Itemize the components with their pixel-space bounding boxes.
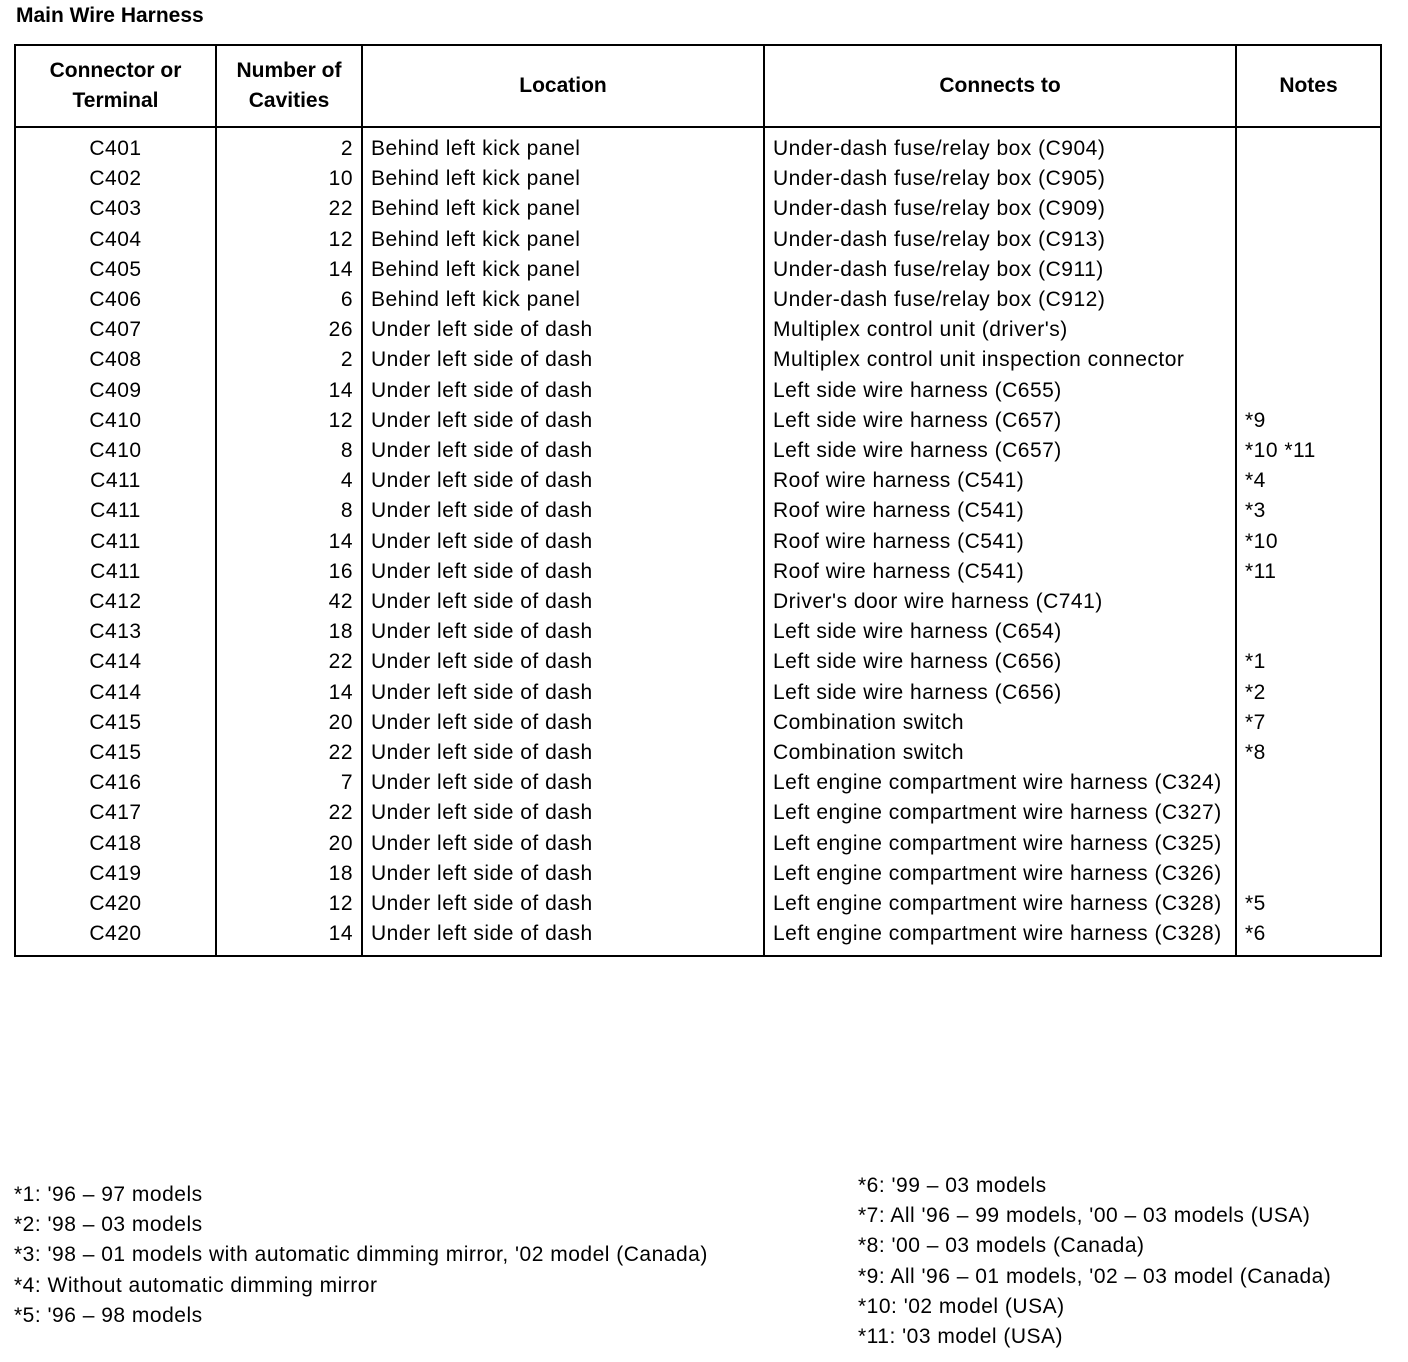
- table-row: [15, 466, 1381, 496]
- cell-cavities: 26: [216, 315, 362, 345]
- cell-location: Under left side of dash: [362, 345, 764, 375]
- footnote: *10: '02 model (USA): [858, 1294, 1065, 1318]
- cell-notes: *7: [1236, 708, 1381, 738]
- cell-connector: C405: [15, 255, 216, 285]
- cell-location: Behind left kick panel: [362, 285, 764, 315]
- cell-location: Under left side of dash: [362, 587, 764, 617]
- cell-connects-to: Left side wire harness (C654): [764, 617, 1236, 647]
- cell-connects-to: Combination switch: [764, 708, 1236, 738]
- cell-location: Under left side of dash: [362, 678, 764, 708]
- header-location: Location: [362, 45, 764, 127]
- cell-connects-to: Left side wire harness (C657): [764, 406, 1236, 436]
- cell-connector: C412: [15, 587, 216, 617]
- table-row: [15, 527, 1381, 557]
- table-body: [15, 127, 1381, 956]
- cell-connector: C420: [15, 919, 216, 956]
- cell-cavities: 16: [216, 557, 362, 587]
- cell-connects-to: Under-dash fuse/relay box (C909): [764, 194, 1236, 224]
- footnotes-left: [14, 1180, 708, 1331]
- cell-connector: C407: [15, 315, 216, 345]
- cell-location: Under left side of dash: [362, 406, 764, 436]
- cell-location: Under left side of dash: [362, 496, 764, 526]
- cell-connects-to: Under-dash fuse/relay box (C913): [764, 225, 1236, 255]
- table-row: [15, 285, 1381, 315]
- cell-connector: C417: [15, 798, 216, 828]
- cell-cavities: 20: [216, 708, 362, 738]
- cell-location: Under left side of dash: [362, 376, 764, 406]
- footnote: *2: '98 – 03 models: [14, 1213, 203, 1237]
- cell-connector: C402: [15, 164, 216, 194]
- footnotes-right: [858, 1171, 1331, 1352]
- footnote: *9: All '96 – 01 models, '02 – 03 model (Canada): [858, 1264, 1332, 1288]
- header-connects-to: Connects to: [764, 45, 1236, 127]
- cell-connector: C411: [15, 466, 216, 496]
- header-notes: Notes: [1236, 45, 1381, 127]
- table-row: [15, 859, 1381, 889]
- cell-connects-to: Under-dash fuse/relay box (C904): [764, 127, 1236, 164]
- cell-location: Under left side of dash: [362, 889, 764, 919]
- cell-connects-to: Left engine compartment wire harness (C326): [764, 859, 1236, 889]
- table-row: [15, 708, 1381, 738]
- cell-connector: C409: [15, 376, 216, 406]
- cell-cavities: 2: [216, 127, 362, 164]
- cell-notes: [1236, 768, 1381, 798]
- table-header-row: [15, 45, 1381, 127]
- harness-table: [14, 44, 1382, 957]
- cell-connects-to: Left side wire harness (C656): [764, 647, 1236, 677]
- cell-connector: C410: [15, 406, 216, 436]
- cell-cavities: 18: [216, 859, 362, 889]
- table-row: [15, 315, 1381, 345]
- cell-cavities: 10: [216, 164, 362, 194]
- cell-notes: *8: [1236, 738, 1381, 768]
- table-row: [15, 889, 1381, 919]
- cell-location: Under left side of dash: [362, 919, 764, 956]
- table-row: [15, 919, 1381, 956]
- cell-connects-to: Left engine compartment wire harness (C324): [764, 768, 1236, 798]
- table-row: [15, 798, 1381, 828]
- cell-cavities: 12: [216, 225, 362, 255]
- cell-location: Behind left kick panel: [362, 127, 764, 164]
- cell-cavities: 22: [216, 647, 362, 677]
- cell-connects-to: Left side wire harness (C657): [764, 436, 1236, 466]
- cell-notes: [1236, 225, 1381, 255]
- cell-connector: C418: [15, 829, 216, 859]
- table-row: [15, 678, 1381, 708]
- table-row: [15, 127, 1381, 164]
- footnote: *5: '96 – 98 models: [14, 1303, 203, 1327]
- cell-location: Behind left kick panel: [362, 225, 764, 255]
- cell-notes: *6: [1236, 919, 1381, 956]
- cell-cavities: 22: [216, 738, 362, 768]
- table-row: [15, 617, 1381, 647]
- cell-notes: *9: [1236, 406, 1381, 436]
- cell-cavities: 7: [216, 768, 362, 798]
- table-row: [15, 738, 1381, 768]
- cell-notes: [1236, 798, 1381, 828]
- cell-location: Behind left kick panel: [362, 164, 764, 194]
- cell-location: Under left side of dash: [362, 768, 764, 798]
- cell-notes: [1236, 345, 1381, 375]
- cell-cavities: 8: [216, 436, 362, 466]
- cell-location: Under left side of dash: [362, 527, 764, 557]
- footnote: *7: All '96 – 99 models, '00 – 03 models (USA): [858, 1204, 1311, 1228]
- cell-connector: C411: [15, 527, 216, 557]
- cell-cavities: 8: [216, 496, 362, 526]
- cell-location: Under left side of dash: [362, 738, 764, 768]
- cell-cavities: 14: [216, 919, 362, 956]
- cell-connector: C403: [15, 194, 216, 224]
- cell-connector: C411: [15, 557, 216, 587]
- cell-notes: *3: [1236, 496, 1381, 526]
- cell-notes: [1236, 127, 1381, 164]
- footnote: *3: '98 – 01 models with automatic dimming mirror, '02 model (Canada): [14, 1243, 708, 1267]
- cell-notes: *10: [1236, 527, 1381, 557]
- cell-location: Behind left kick panel: [362, 255, 764, 285]
- table-row: [15, 194, 1381, 224]
- cell-notes: [1236, 194, 1381, 224]
- cell-connects-to: Left engine compartment wire harness (C328): [764, 919, 1236, 956]
- cell-notes: *5: [1236, 889, 1381, 919]
- cell-location: Under left side of dash: [362, 436, 764, 466]
- table-row: [15, 496, 1381, 526]
- cell-notes: [1236, 859, 1381, 889]
- table-row: [15, 406, 1381, 436]
- footnote: *11: '03 model (USA): [858, 1325, 1064, 1349]
- cell-cavities: 14: [216, 255, 362, 285]
- cell-cavities: 18: [216, 617, 362, 647]
- cell-notes: [1236, 164, 1381, 194]
- table-row: [15, 829, 1381, 859]
- cell-location: Under left side of dash: [362, 798, 764, 828]
- table-row: [15, 436, 1381, 466]
- cell-location: Under left side of dash: [362, 557, 764, 587]
- cell-cavities: 20: [216, 829, 362, 859]
- table-row: [15, 345, 1381, 375]
- cell-cavities: 2: [216, 345, 362, 375]
- footnote: *6: '99 – 03 models: [858, 1174, 1047, 1197]
- cell-connector: C415: [15, 708, 216, 738]
- table-row: [15, 647, 1381, 677]
- cell-location: Under left side of dash: [362, 315, 764, 345]
- cell-connector: C411: [15, 496, 216, 526]
- cell-location: Under left side of dash: [362, 708, 764, 738]
- table-row: [15, 225, 1381, 255]
- table-row: [15, 376, 1381, 406]
- cell-connects-to: Left engine compartment wire harness (C328): [764, 889, 1236, 919]
- cell-connector: C414: [15, 647, 216, 677]
- cell-cavities: 22: [216, 194, 362, 224]
- cell-connector: C413: [15, 617, 216, 647]
- cell-location: Under left side of dash: [362, 829, 764, 859]
- cell-cavities: 4: [216, 466, 362, 496]
- cell-connects-to: Multiplex control unit (driver's): [764, 315, 1236, 345]
- table-row: [15, 768, 1381, 798]
- table-row: [15, 587, 1381, 617]
- cell-connector: C410: [15, 436, 216, 466]
- cell-cavities: 14: [216, 527, 362, 557]
- cell-connector: C408: [15, 345, 216, 375]
- table-row: [15, 255, 1381, 285]
- cell-notes: [1236, 315, 1381, 345]
- cell-cavities: 6: [216, 285, 362, 315]
- cell-connects-to: Under-dash fuse/relay box (C905): [764, 164, 1236, 194]
- table-row: [15, 557, 1381, 587]
- cell-connects-to: Left engine compartment wire harness (C325): [764, 829, 1236, 859]
- cell-connects-to: Roof wire harness (C541): [764, 466, 1236, 496]
- cell-location: Under left side of dash: [362, 466, 764, 496]
- cell-cavities: 12: [216, 406, 362, 436]
- cell-connector: C415: [15, 738, 216, 768]
- footnote: *1: '96 – 97 models: [14, 1183, 203, 1206]
- page-title: Main Wire Harness: [16, 4, 204, 27]
- cell-connects-to: Multiplex control unit inspection connector: [764, 345, 1236, 375]
- table-row: [15, 164, 1381, 194]
- cell-notes: [1236, 376, 1381, 406]
- header-cavities: Number of Cavities: [216, 45, 362, 127]
- cell-connects-to: Left side wire harness (C656): [764, 678, 1236, 708]
- cell-connects-to: Left side wire harness (C655): [764, 376, 1236, 406]
- cell-cavities: 14: [216, 678, 362, 708]
- cell-connects-to: Roof wire harness (C541): [764, 527, 1236, 557]
- cell-connects-to: Roof wire harness (C541): [764, 496, 1236, 526]
- cell-cavities: 12: [216, 889, 362, 919]
- cell-notes: *2: [1236, 678, 1381, 708]
- cell-notes: [1236, 617, 1381, 647]
- cell-location: Under left side of dash: [362, 859, 764, 889]
- footnote: *4: Without automatic dimming mirror: [14, 1273, 378, 1297]
- cell-connects-to: Roof wire harness (C541): [764, 557, 1236, 587]
- cell-location: Behind left kick panel: [362, 194, 764, 224]
- cell-connector: C419: [15, 859, 216, 889]
- cell-notes: [1236, 829, 1381, 859]
- header-connector: Connector or Terminal: [15, 45, 216, 127]
- cell-location: Under left side of dash: [362, 617, 764, 647]
- cell-notes: *1: [1236, 647, 1381, 677]
- footnote: *8: '00 – 03 models (Canada): [858, 1234, 1145, 1258]
- cell-cavities: 42: [216, 587, 362, 617]
- cell-connector: C416: [15, 768, 216, 798]
- cell-connector: C406: [15, 285, 216, 315]
- cell-notes: *4: [1236, 466, 1381, 496]
- cell-cavities: 22: [216, 798, 362, 828]
- cell-notes: [1236, 285, 1381, 315]
- cell-connector: C414: [15, 678, 216, 708]
- cell-connects-to: Left engine compartment wire harness (C327): [764, 798, 1236, 828]
- cell-notes: *11: [1236, 557, 1381, 587]
- cell-notes: *10 *11: [1236, 436, 1381, 466]
- cell-notes: [1236, 587, 1381, 617]
- cell-cavities: 14: [216, 376, 362, 406]
- cell-connector: C401: [15, 127, 216, 164]
- cell-connector: C420: [15, 889, 216, 919]
- cell-connects-to: Driver's door wire harness (C741): [764, 587, 1236, 617]
- cell-location: Under left side of dash: [362, 647, 764, 677]
- cell-connects-to: Combination switch: [764, 738, 1236, 768]
- cell-connects-to: Under-dash fuse/relay box (C911): [764, 255, 1236, 285]
- cell-connects-to: Under-dash fuse/relay box (C912): [764, 285, 1236, 315]
- cell-notes: [1236, 255, 1381, 285]
- cell-connector: C404: [15, 225, 216, 255]
